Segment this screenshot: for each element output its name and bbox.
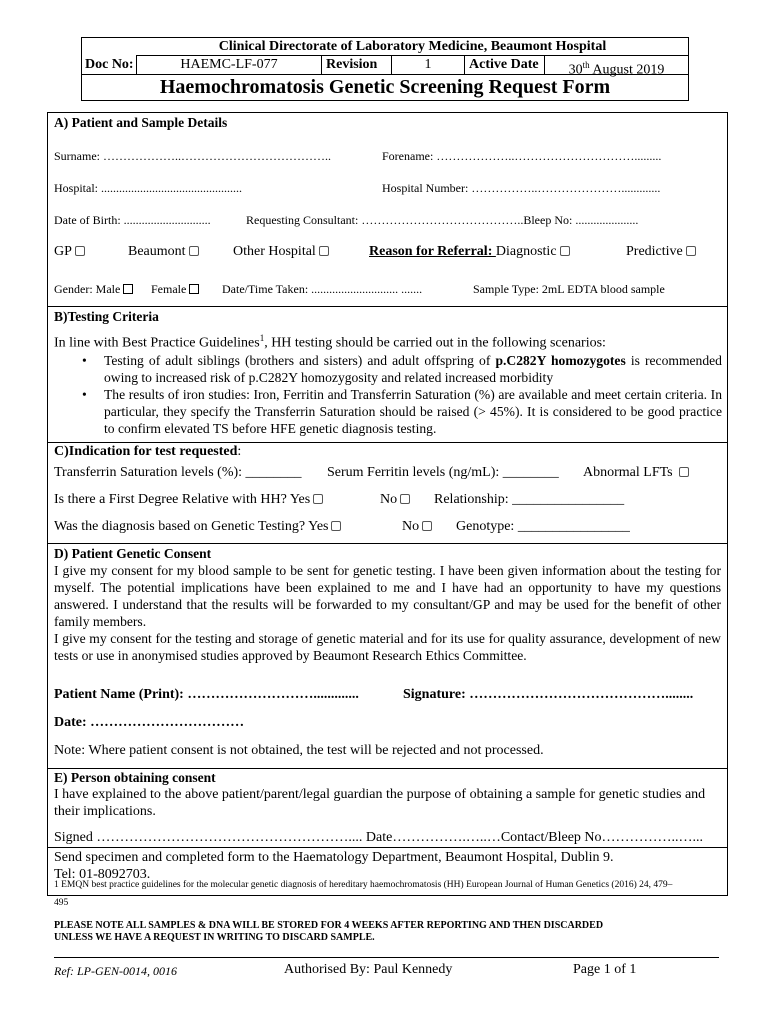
section-indication (47, 442, 728, 544)
checkbox-icon[interactable] (189, 284, 199, 294)
relative-no-option[interactable]: No (380, 492, 410, 508)
criteria-intro: In line with Best Practice Guidelines$^1$, HH testing should be carried out in the following scenarios: (54, 333, 606, 351)
checkbox-icon[interactable] (679, 467, 689, 477)
criteria-list (54, 352, 722, 437)
section-patient-details (47, 112, 728, 307)
beaumont-option[interactable]: Beaumont (128, 244, 199, 260)
form-title: Haemochromatosis Genetic Screening Request Form (159, 76, 611, 98)
gender-female-option[interactable]: Female (151, 282, 199, 297)
hospital-number-field[interactable]: Hospital Number: ……………..…………………............. (382, 181, 661, 195)
checkbox-icon[interactable] (123, 284, 133, 294)
doc-no-label: Doc No: (82, 55, 137, 74)
surname-field[interactable]: Surname: ………………..……………………………….. (54, 149, 331, 163)
checkbox-icon[interactable] (400, 494, 410, 504)
consent-note: Note: Where patient consent is not obtained, the test will be rejected and not processed. (54, 743, 544, 758)
footnote-line-1: 1 EMQN best practice guidelines for the molecular genetic diagnosis of hereditary haemochromatosis (HH) European Journal of Human Genetics (2016) 24, 479– (54, 880, 673, 890)
document-header (81, 37, 689, 101)
footer-authorised: Authorised By: Paul Kennedy (284, 962, 453, 977)
signature-field[interactable]: Signature: ……………………………………........ (403, 687, 694, 702)
diagnostic-option[interactable]: Diagnostic (495, 244, 557, 259)
section-person-obtaining-consent (47, 768, 728, 848)
checkbox-icon[interactable] (319, 246, 329, 256)
active-date-label: Active Date (465, 55, 545, 74)
relative-yes-option[interactable]: Is there a First Degree Relative with HH? Yes (54, 492, 323, 508)
consent-paragraph-2: I give my consent for the testing and storage of genetic material and for its use for quality assurance, development of new tests or use in anonymised studies approved by Beaumont Research Ethics Committee. (54, 631, 721, 663)
criteria-item-iron-studies: • The results of iron studies: Iron, Ferritin and Transferrin Saturation (%) are available and meet certain criteria. In particular, they specify the Transferrin Saturation should be raised (> 45%). It is considered to be good practice to confirm elevated TS before HFE genetic diagnosis testing. (78, 386, 722, 437)
active-date-value: 30th August 2019 (568, 60, 665, 78)
predictive-option[interactable]: Predictive (626, 244, 696, 260)
telephone: Tel: 01-8092703. (54, 867, 151, 882)
revision-label: Revision (322, 55, 392, 74)
abnormal-lfts-option[interactable]: Abnormal LFTs (583, 465, 689, 481)
other-hospital-option[interactable]: Other Hospital (233, 244, 329, 260)
checkbox-icon[interactable] (313, 494, 323, 504)
signed-field[interactable]: Signed ……………………………………………….... Date…………….…..…Contact/Bleep No……………..…... (54, 830, 704, 845)
hospital-field[interactable]: Hospital: ............................................... (54, 181, 242, 195)
checkbox-icon[interactable] (331, 521, 341, 531)
relationship-field[interactable]: Relationship: ________________ (434, 492, 625, 507)
checkbox-icon[interactable] (686, 246, 696, 256)
storage-warning: PLEASE NOTE ALL SAMPLES & DNA WILL BE STORED FOR 4 WEEKS AFTER REPORTING AND THEN DISCARDED UNLESS WE HAVE A REQUEST IN WRITING TO DISCARD SAMPLE. (54, 920, 604, 943)
forename-field[interactable]: Forename: ………………..…………………………......... (382, 149, 662, 163)
section-consent (47, 543, 728, 769)
checkbox-icon[interactable] (189, 246, 199, 256)
footer-ref: Ref: LP-GEN-0014, 0016 (54, 964, 177, 978)
reason-referral: Reason for Referral: Diagnostic (369, 244, 570, 260)
revision-value: 1 (392, 55, 465, 74)
criteria-item-siblings: • Testing of adult siblings (brothers and sisters) and adult offspring of p.C282Y homozygotes is recommended owing to increased risk of p.C282Y homozygosity and related increased morbidity (78, 352, 722, 386)
gender-male-option[interactable]: Gender: Male (54, 282, 133, 297)
patient-name-field[interactable]: Patient Name (Print): ………………………............. (54, 687, 359, 702)
checkbox-icon[interactable] (422, 521, 432, 531)
section-c-title: C)Indication for test requested: (54, 444, 242, 459)
section-a-title: A) Patient and Sample Details (54, 115, 228, 130)
consent-date-field[interactable]: Date: …………………………… (54, 715, 245, 730)
consent-explanation: I have explained to the above patient/parent/legal guardian the purpose of obtaining a sample for genetic studies and their implications. (54, 787, 706, 819)
genetic-no-option[interactable]: No (402, 519, 432, 535)
dob-field[interactable]: Date of Birth: ............................. (54, 213, 211, 227)
genotype-field[interactable]: Genotype: ________________ (456, 519, 630, 534)
send-instructions: Send specimen and completed form to the Haematology Department, Beaumont Hospital, Dublin 9. (54, 850, 614, 865)
section-d-title: D) Patient Genetic Consent (54, 546, 212, 561)
consent-paragraph-1: I give my consent for my blood sample to be sent for genetic testing. I have been given information about the testing for myself. The potential implications have been explained to me and I have had an opportunity to have my questions answered. I understand that the results will be forwarded to my consultant/GP and may be used for the benefit of other family members. (54, 563, 721, 629)
footer-divider (54, 957, 719, 958)
ferritin-field[interactable]: Serum Ferritin levels (ng/mL): ________ (327, 465, 559, 480)
header-meta-row (82, 55, 688, 78)
consultant-field[interactable]: Requesting Consultant: …………………………………..Bleep No: ..................... (246, 213, 639, 227)
footnote-line-2: 495 (54, 898, 69, 908)
checkbox-icon[interactable] (75, 246, 85, 256)
section-e-title: E) Person obtaining consent (54, 770, 216, 785)
footer-page: Page 1 of 1 (573, 962, 637, 977)
section-b-title: B)Testing Criteria (54, 309, 159, 324)
genetic-yes-option[interactable]: Was the diagnosis based on Genetic Testing? Yes (54, 519, 341, 535)
checkbox-icon[interactable] (560, 246, 570, 256)
sample-type: Sample Type: 2mL EDTA blood sample (473, 282, 665, 296)
doc-no-value: HAEMC-LF-077 (137, 55, 322, 74)
directorate-title: Clinical Directorate of Laboratory Medicine, Beaumont Hospital (137, 38, 688, 56)
gp-option[interactable]: GP (54, 244, 85, 260)
ts-level-field[interactable]: Transferrin Saturation levels (%): ________ (54, 465, 302, 480)
datetime-field[interactable]: Date/Time Taken: ............................. ....... (222, 282, 423, 296)
section-testing-criteria (47, 306, 728, 443)
